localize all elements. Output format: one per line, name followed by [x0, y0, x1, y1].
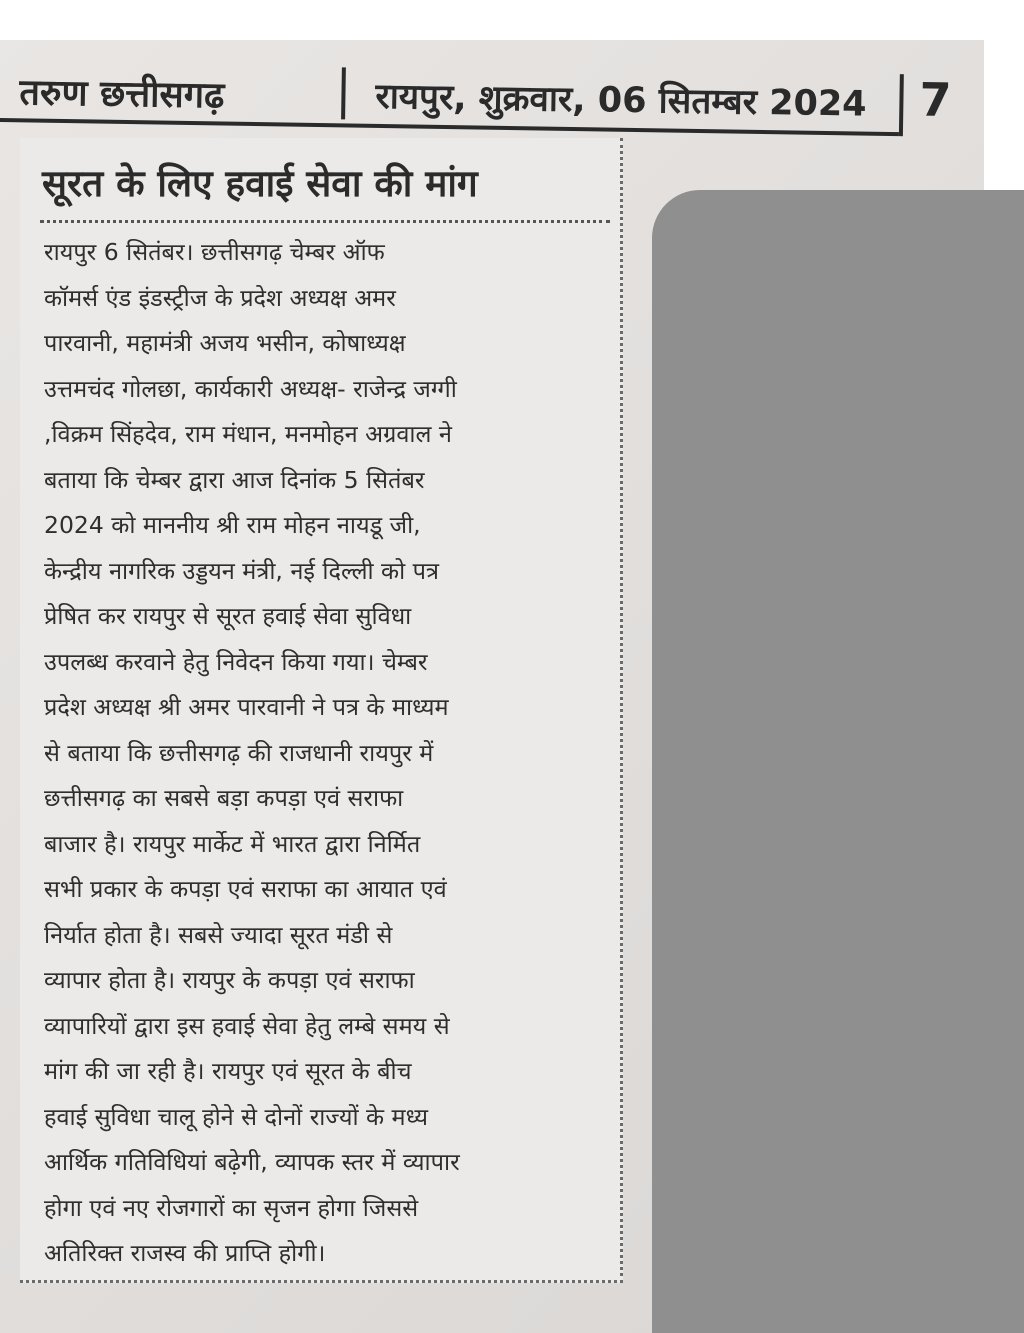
- article-line: से बताया कि छत्तीसगढ़ की राजधानी रायपुर में: [44, 738, 434, 767]
- masthead: [0, 58, 1010, 144]
- article-line: होगा एवं नए रोजगारों का सृजन होगा जिससे: [44, 1193, 419, 1222]
- article-body: [44, 230, 614, 1277]
- article-line: पारवानी, महामंत्री अजय भसीन, कोषाध्यक्ष: [44, 329, 406, 357]
- article-line: हवाई सुविधा चालू होने से दोनों राज्यों के मध्य: [44, 1102, 429, 1131]
- article-line: उपलब्ध करवाने हेतु निवेदन किया गया। चेम्बर: [44, 647, 428, 676]
- article-line: अतिरिक्त राजस्व की प्राप्ति होगी।: [44, 1239, 326, 1267]
- article-line: ,विक्रम सिंहदेव, राम मंधान, मनमोहन अग्रवाल ने: [44, 420, 452, 448]
- article-line: प्रदेश अध्यक्ष श्री अमर पारवानी ने पत्र के माध्यम: [44, 693, 449, 721]
- article-line: निर्यात होता है। सबसे ज्यादा सूरत मंडी से: [44, 920, 393, 949]
- article-line: केन्द्रीय नागरिक उड्डयन मंत्री, नई दिल्ली को पत्र: [44, 556, 439, 585]
- article-line: कॉमर्स एंड इंडस्ट्रीज के प्रदेश अध्यक्ष अमर: [44, 283, 396, 312]
- page-number: 7: [919, 72, 952, 127]
- article-line: व्यापार होता है। रायपुर के कपड़ा एवं सराफा: [44, 966, 415, 994]
- article-line: व्यापारियों द्वारा इस हवाई सेवा हेतु लम्बे समय से: [44, 1011, 450, 1040]
- top-margin: [0, 0, 1024, 40]
- article-line: आर्थिक गतिविधियां बढ़ेगी, व्यापक स्तर में व्यापार: [44, 1148, 460, 1176]
- redacted-area: [652, 190, 1024, 1333]
- article-line: 2024 को माननीय श्री राम मोहन नायडू जी,: [44, 511, 421, 539]
- article-line: सभी प्रकार के कपड़ा एवं सराफा का आयात एवं: [44, 875, 447, 903]
- headline-rule: [40, 220, 610, 223]
- article-line: छत्तीसगढ़ का सबसे बड़ा कपड़ा एवं सराफा: [44, 784, 404, 812]
- dateline: रायपुर, शुक्रवार, 06 सितम्बर 2024: [375, 76, 867, 125]
- article-line: रायपुर 6 सितंबर। छत्तीसगढ़ चेम्बर ऑफ: [44, 238, 385, 266]
- article-headline: सूरत के लिए हवाई सेवा की मांग: [42, 162, 478, 205]
- newspaper-name: तरुण छत्तीसगढ़: [19, 72, 225, 117]
- article-line: मांग की जा रही है। रायपुर एवं सूरत के बीच: [44, 1057, 412, 1085]
- article-line: बताया कि चेम्बर द्वारा आज दिनांक 5 सितंबर: [44, 465, 425, 494]
- article-line: उत्तमचंद गोलछा, कार्यकारी अध्यक्ष- राजेन्द्र जग्गी: [44, 374, 457, 403]
- masthead-divider: [899, 74, 904, 136]
- news-article: [20, 138, 623, 1283]
- article-line: बाजार है। रायपुर मार्केट में भारत द्वारा निर्मित: [44, 829, 421, 858]
- article-line: प्रेषित कर रायपुर से सूरत हवाई सेवा सुविधा: [44, 602, 412, 630]
- masthead-divider: [341, 67, 346, 119]
